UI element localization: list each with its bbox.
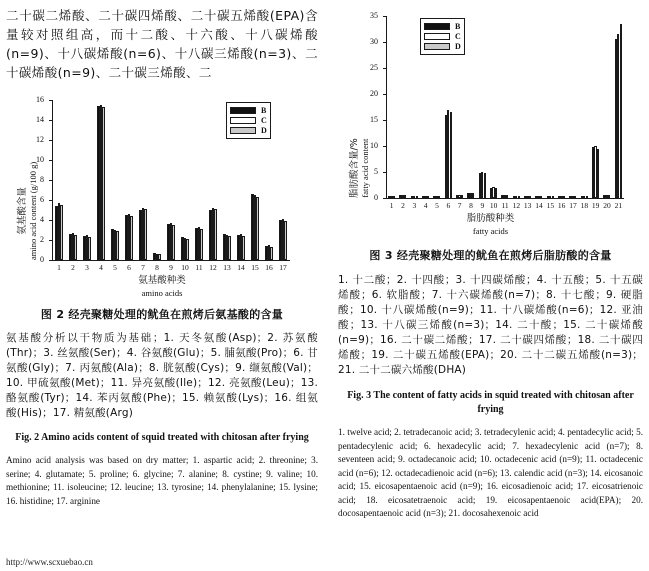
x-axis-label-cn: 脂肪酸种类	[466, 213, 515, 224]
x-tick-label: 16	[265, 263, 273, 272]
y-tick	[49, 240, 52, 241]
y-tick	[49, 220, 52, 221]
bar	[144, 209, 147, 260]
figure-2-chart	[6, 90, 318, 298]
y-tick	[383, 16, 386, 17]
y-axis-label-en: fatty acid content	[360, 138, 370, 198]
x-tick-label: 19	[591, 201, 600, 210]
y-tick-label: 5	[374, 167, 378, 176]
bar	[172, 225, 175, 260]
x-tick-label: 3	[412, 201, 417, 210]
y-tick	[383, 68, 386, 69]
bar	[60, 205, 63, 260]
x-tick-label: 2	[401, 201, 405, 210]
y-tick	[383, 42, 386, 43]
figure-2-note-en: Amino acid analysis was based on dry matter; 1. aspartic acid; 2. threonine; 3. serine; 4. glutamate; 5. proline; 6. glycine; 7. alanine; 8. cystine; 9. valine; 10. methionine; 11. isoleucine; 12. leucine; 13. tyrosine; 14. phenylalanine; 15. lysine; 16. histidine; 17. arginine	[6, 455, 318, 506]
figure-3-chart	[338, 6, 643, 234]
y-tick	[383, 146, 386, 147]
y-tick	[49, 100, 52, 101]
y-tick-label: 6	[40, 195, 44, 204]
x-axis-label	[338, 213, 643, 237]
figure-2-caption-en: Fig. 2 Amino acids content of squid treated with chitosan after frying	[15, 432, 309, 443]
x-tick-label: 9	[480, 201, 485, 210]
y-tick	[383, 94, 386, 95]
legend-swatch	[424, 43, 450, 50]
x-axis-label-cn: 氨基酸种类	[138, 275, 186, 286]
x-tick-label: 12	[512, 201, 521, 210]
x-tick-label: 3	[85, 263, 89, 272]
bar	[484, 173, 486, 198]
legend-label: B	[261, 106, 267, 115]
y-tick-label: 2	[40, 235, 44, 244]
y-axis-label-cn: 脂肪酸含量/%	[349, 138, 360, 198]
x-tick-label: 16	[557, 201, 566, 210]
legend-label: B	[455, 22, 461, 31]
x-axis-label	[6, 275, 318, 299]
y-axis-label	[14, 162, 38, 260]
bar	[200, 229, 203, 260]
bar	[256, 197, 259, 260]
x-axis-label-en: fatty acids	[472, 226, 509, 236]
y-tick	[49, 120, 52, 121]
figure-2-caption-cn: 图 2 经壳聚糖处理的鱿鱼在煎烤后氨基酸的含量	[40, 308, 284, 321]
bar	[228, 236, 231, 260]
bar	[284, 221, 287, 260]
figure-3-note-cn: 1. 十二酸；2. 十四酸；3. 十四碳烯酸；4. 十五酸；5. 十五碳烯酸；6. 软脂酸；7. 十六碳烯酸(n=7)；8. 十七酸；9. 硬脂酸；10. 十八碳烯酸(n=9)；11. 十八碳烯酸(n=6)；12. 亚油酸；13. 十八碳三烯酸(n=3)；14. 二十酸；15. 二十碳烯酸(n=9)；16. 二十碳二烯酸；17. 二十碳四烯酸；18. 二十碳四烯酸；19. 二十碳五烯酸(EPA)；20. 二十二碳五烯酸(n=3)；21. 二十二碳六烯酸(DHA)	[338, 274, 643, 376]
bar	[74, 235, 77, 260]
x-tick-label: 11	[195, 263, 203, 272]
x-tick-label: 11	[501, 201, 509, 210]
x-tick-label: 18	[580, 201, 589, 210]
y-tick-label: 0	[40, 255, 44, 264]
intro-paragraph: 二十碳二烯酸、二十碳四烯酸、二十碳五烯酸(EPA)含量较对照组高，而十二酸、十六酸、十八碳烯酸(n=9)、十八碳烯酸(n=6)、十八碳三烯酸(n=3)、二十碳烯酸(n=9)、二十碳三烯酸、二	[6, 8, 318, 80]
x-tick-label: 5	[113, 263, 117, 272]
legend-swatch	[230, 107, 256, 114]
x-tick-label: 6	[127, 263, 131, 272]
x-tick-label: 5	[435, 201, 439, 210]
x-tick-label: 6	[446, 201, 451, 210]
legend-item	[230, 116, 267, 125]
y-tick-label: 14	[36, 115, 44, 124]
y-tick	[49, 200, 52, 201]
x-tick-label: 20	[603, 201, 611, 210]
x-tick-label: 17	[279, 263, 287, 272]
chart-legend	[420, 18, 465, 55]
y-tick-label: 30	[370, 37, 378, 46]
bar	[495, 188, 497, 198]
y-tick	[49, 180, 52, 181]
x-tick-label: 9	[169, 263, 173, 272]
x-tick-label: 10	[489, 201, 498, 210]
x-tick-label: 8	[469, 201, 473, 210]
bar	[130, 216, 133, 260]
bar	[186, 239, 189, 260]
legend-swatch	[230, 117, 256, 124]
y-tick	[49, 140, 52, 141]
y-axis-label-cn: 氨基酸含量	[17, 187, 28, 235]
figure-2-note-cn: 氨基酸分析以干物质为基础；1. 天冬氨酸(Asp)；2. 苏氨酸(Thr)；3. 丝氨酸(Ser)；4. 谷氨酸(Glu)；5. 脯氨酸(Pro)；6. 甘氨酸(Gly)；7. 丙氨酸(Ala)；8. 胱氨酸(Cys)；9. 缬氨酸(Val)；10. 甲硫氨酸(Met)；11. 异亮氨酸(Ile)；12. 亮氨酸(Leu)；13. 酪氨酸(Tyr)；14. 苯丙氨酸(Phe)；15. 赖氨酸(Lys)；16. 组氨酸(His)；17. 精氨酸(Arg)	[6, 332, 318, 419]
legend-item	[424, 22, 461, 31]
legend-item	[424, 32, 461, 41]
legend-swatch	[424, 33, 450, 40]
y-tick-label: 20	[370, 89, 378, 98]
y-tick-label: 35	[370, 11, 378, 20]
x-tick-label: 15	[251, 263, 259, 272]
legend-label: D	[455, 42, 461, 51]
x-tick-label: 14	[237, 263, 245, 272]
bar	[88, 237, 91, 260]
right-column	[338, 6, 643, 521]
x-tick-label: 7	[141, 263, 145, 272]
x-tick-label: 1	[57, 263, 61, 272]
x-tick-label: 4	[423, 201, 428, 210]
y-tick-label: 10	[36, 155, 44, 164]
y-tick-label: 12	[36, 135, 44, 144]
figure-3-caption-cn: 图 3 经壳聚糖处理的鱿鱼在煎烤后脂肪酸的含量	[369, 249, 612, 262]
legend-item	[424, 42, 461, 51]
y-tick-label: 0	[374, 193, 378, 202]
x-tick-label: 12	[209, 263, 217, 272]
bar	[270, 247, 273, 260]
legend-label: C	[455, 32, 461, 41]
legend-item	[230, 126, 267, 135]
y-axis-label-en: amino acid content (g/100 g)	[28, 161, 38, 260]
y-tick-label: 4	[40, 215, 44, 224]
y-tick-label: 25	[370, 63, 378, 72]
bar	[214, 209, 217, 260]
x-tick-label: 13	[523, 201, 532, 210]
y-axis	[52, 100, 53, 260]
x-tick-label: 1	[389, 201, 394, 210]
x-tick-label: 7	[457, 201, 462, 210]
legend-label: D	[261, 126, 267, 135]
chart-legend	[226, 102, 271, 139]
bar	[597, 149, 599, 198]
x-tick-label: 2	[71, 263, 75, 272]
left-column	[6, 6, 318, 508]
y-tick-label: 15	[370, 115, 378, 124]
bar	[102, 107, 105, 260]
bar	[242, 236, 245, 260]
y-axis	[386, 16, 387, 198]
x-axis-label-en: amino acids	[141, 288, 183, 298]
x-tick-label: 17	[569, 201, 577, 210]
y-tick	[383, 120, 386, 121]
legend-item	[230, 106, 267, 115]
bar	[450, 112, 452, 198]
x-tick-label: 4	[99, 263, 103, 272]
y-tick	[49, 160, 52, 161]
x-tick-label: 14	[535, 201, 543, 210]
legend-label: C	[261, 116, 267, 125]
y-tick	[49, 260, 52, 261]
x-tick-label: 13	[223, 263, 231, 272]
y-tick-label: 16	[36, 95, 44, 104]
x-tick-label: 8	[155, 263, 159, 272]
x-axis	[386, 198, 624, 199]
x-tick-label: 10	[181, 263, 189, 272]
x-axis	[52, 260, 290, 261]
figure-3-caption-en: Fig. 3 The content of fatty acids in squid treated with chitosan after frying	[347, 390, 634, 415]
y-tick-label: 8	[40, 175, 44, 184]
x-tick-label: 21	[614, 201, 623, 210]
y-tick	[383, 198, 386, 199]
legend-swatch	[230, 127, 256, 134]
y-tick-label: 10	[370, 141, 378, 150]
figure-3-note-en: 1. twelve acid; 2. tetradecanoic acid; 3. tetradecylenic acid; 4. pentadecylic acid; 5. pentadecylenic acid; 6. hexadecylic acid; 7. hexadecylenic acid (n=7); 8. seventeen acid; 9. octadecanoic acid; 10. octadecenic acid (n=9); 11. octadecenic acid (n=6); 12. octadecadienoic acid (n=6); 13. calendic acid (n=3); 14. eicosanoic acid; 15. eicosapentaenoic acid (n=9); 16. eicosadienoic acid; 17. eicosatrienoic acid; 18. eicosatetraenoic acid; 19. eicosapentaenoic acid(EPA); 20. docosapentaenoic acid (n=3); 21. docosahexenoic acid	[338, 427, 643, 518]
x-tick-label: 15	[546, 201, 555, 210]
legend-swatch	[424, 23, 450, 30]
bar	[620, 24, 622, 198]
footer-url: http://www.scxuebao.cn	[6, 557, 93, 567]
y-axis-label	[346, 138, 370, 198]
y-tick	[383, 172, 386, 173]
bar	[116, 231, 119, 260]
